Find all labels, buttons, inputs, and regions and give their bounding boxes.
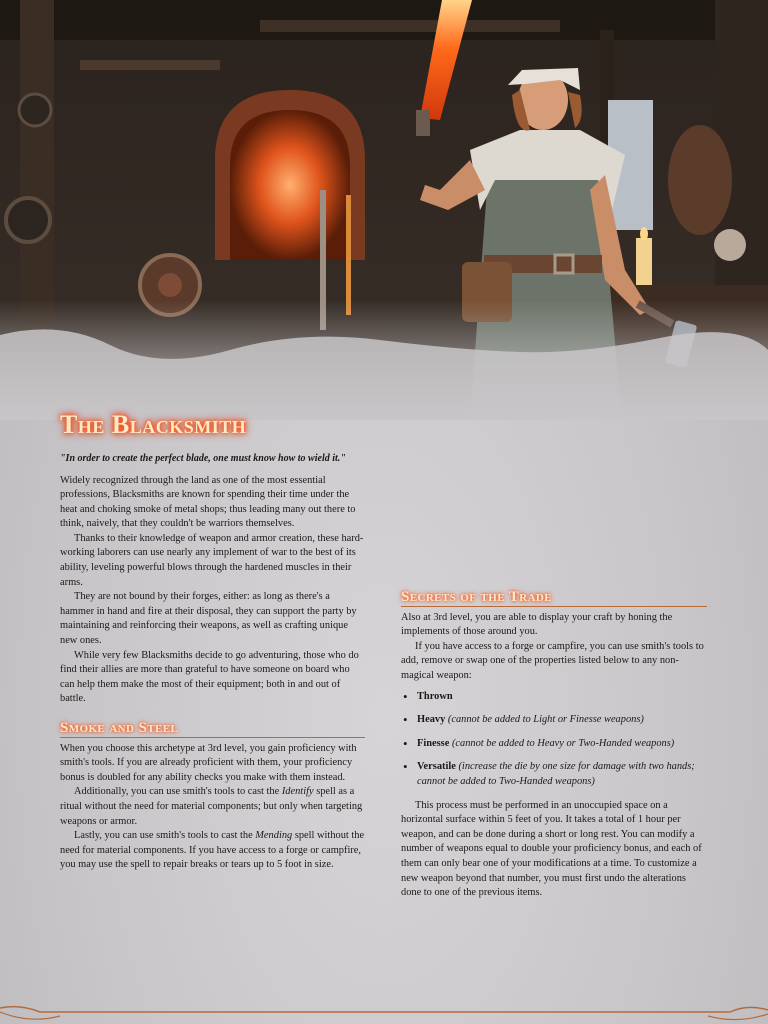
blacksmith-illustration	[0, 0, 768, 420]
section-heading-smoke-and-steel: Smoke and Steel	[60, 721, 365, 738]
intro-quote: "In order to create the perfect blade, one must know how to wield it."	[60, 453, 346, 464]
secrets-paragraph: This process must be performed in an unoccupied space on a horizontal surface within 5 feet of you. It takes a total of 1 hour per weapon, and can be done during a short or long rest. You can modify a number of weapons equal to double your proficiency bonus, and each of them can only bear one of your modifications at a time. To customize a new weapon beyond that number, you must first undo the alterations done to one of the previous items.	[401, 799, 702, 899]
weapon-properties-list	[401, 690, 707, 790]
property-item	[401, 760, 707, 789]
property-item	[401, 737, 707, 752]
right-column	[401, 590, 707, 901]
smoke-and-steel-paragraph	[60, 829, 365, 873]
text-run: Lastly, you can use smith's tools to cast the	[74, 830, 256, 842]
property-name: Versatile	[417, 761, 456, 773]
property-name: Thrown	[417, 690, 453, 702]
spell-name: Identify	[281, 786, 314, 798]
page-title: The Blacksmith	[60, 410, 247, 439]
property-note: (increase the die by one size for damage with two hands; cannot be added to Two-Handed weapons)	[417, 761, 695, 787]
intro-paragraph: Widely recognized through the land as one of the most essential professions, Blacksmiths are known for spending their time under the heat and choking smoke of metal shops; thus leading many out there to think, naively, that they couldn't be warriors themselves.	[60, 474, 356, 530]
secrets-paragraph: If you have access to a forge or campfire, you can use smith's tools to add, remove or swap one of the properties listed below to any non-magical weapon:	[401, 640, 704, 681]
text-run: Additionally, you can use smith's tools to cast the	[74, 786, 282, 798]
property-item	[401, 713, 707, 728]
intro-paragraph: They are not bound by their forges, either: as long as there's a hammer in hand and fire at their disposal, they can support the party by maintaining and reinforcing their weapons, as well as crafting unique new ones.	[60, 591, 357, 647]
intro-paragraph: While very few Blacksmiths decide to go adventuring, those who do find their allies are more than grateful to have someone on board who can help them make the most of their equipment; both in and out of battle.	[60, 649, 359, 705]
text-run: spell without the need for material components. If you have access to a forge or campfire, you may use the spell to repair breaks or tears up to 5 foot in size.	[60, 830, 365, 871]
property-name: Heavy	[417, 714, 446, 726]
smoke-and-steel-paragraph: When you choose this archetype at 3rd level, you gain proficiency with smith's tools. If you are already proficient with them, your proficiency bonus is doubled for any ability checks you make with them instead.	[60, 742, 357, 783]
left-column	[60, 452, 365, 873]
spell-name: Mending	[255, 830, 293, 842]
text-run: spell as a ritual without the need for material components; but only when targeting weapons or armor.	[60, 786, 363, 827]
property-item	[401, 690, 707, 705]
secrets-paragraph: Also at 3rd level, you are able to display your craft by honing the implements of those around you.	[401, 611, 673, 638]
smoke-and-steel-paragraph	[60, 785, 365, 829]
property-name: Finesse	[417, 737, 450, 749]
section-heading-secrets-of-the-trade: Secrets of the Trade	[401, 590, 707, 607]
footer-flourish	[0, 974, 768, 1024]
property-note: (cannot be added to Heavy or Two-Handed weapons)	[451, 737, 675, 749]
property-note: (cannot be added to Light or Finesse weapons)	[447, 714, 644, 726]
intro-paragraph: Thanks to their knowledge of weapon and armor creation, these hard-working laborers can use nearly any implement of war to the best of its ability, leveling powerful blows through the hardened muscles in their arms.	[60, 532, 364, 588]
